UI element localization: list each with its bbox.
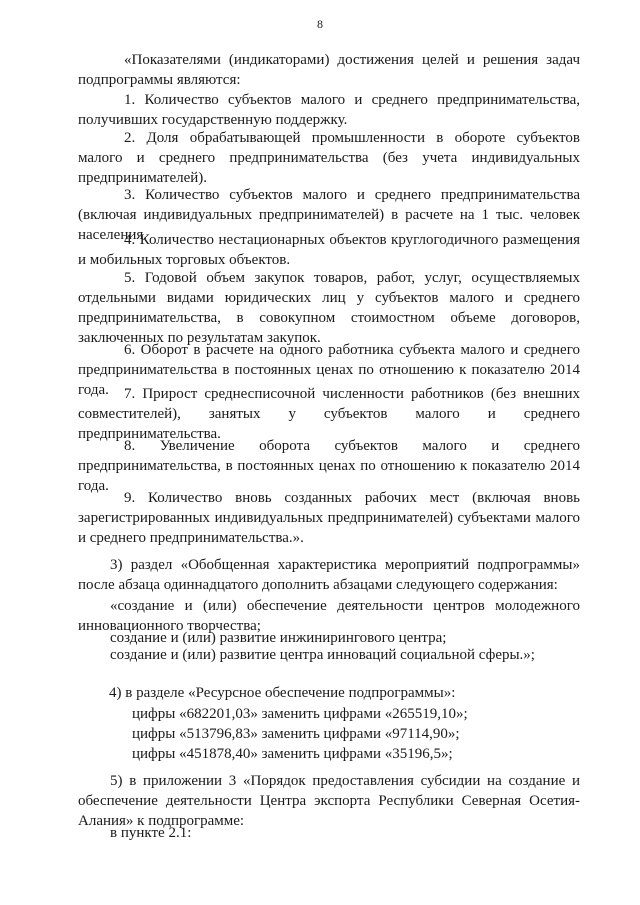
section-5-subpoint: в пункте 2.1:	[110, 825, 192, 841]
section-4-line-3: цифры «451878,40» заменить цифрами «35196,5»;	[132, 746, 453, 762]
indicator-item-3: 3. Количество субъектов малого и среднего предпринимательства (включая индивидуальных предпринимателей) в расчете на 1 тыс. человек населения.	[78, 187, 580, 243]
indicator-item-2: 2. Доля обрабатывающей промышленности в обороте субъектов малого и среднего предпринимательства (без учета индивидуальных предпринимателей).	[78, 130, 580, 186]
section-3-item-2: создание и (или) развитие инжинирингового центра;	[110, 630, 447, 646]
indicator-item-7: 7. Прирост среднесписочной численности работников (без внешних совместителей), занятых у субъектов малого и среднего предпринимательства.	[78, 386, 580, 442]
indicator-item-4: 4. Количество нестационарных объектов круглогодичного размещения и мобильных торговых объектов.	[78, 232, 580, 268]
indicator-item-5: 5. Годовой объем закупок товаров, работ, услуг, осуществляемых отдельными видами юридических лиц у субъектов малого и среднего предпринимательства, в совокупном стоимостном объеме договоров, заключенных по результатам закупок.	[78, 270, 580, 346]
section-5-text: 5) в приложении 3 «Порядок предоставления субсидии на создание и обеспечение деятельности Центра экспорта Республики Северная Осетия-Алания» к подпрограмме:	[78, 773, 580, 829]
section-3-item-1: «создание и (или) обеспечение деятельности центров молодежного инновационного творчества;	[78, 598, 580, 634]
section-3-text: 3) раздел «Обобщенная характеристика мероприятий подпрограммы» после абзаца одиннадцатого дополнить абзацами следующего содержания:	[78, 557, 580, 593]
indicator-item-9: 9. Количество вновь созданных рабочих мест (включая вновь зарегистрированных индивидуальных предпринимателей) субъектами малого и среднего предпринимательства.».	[78, 490, 580, 546]
indicator-item-1: 1. Количество субъектов малого и среднего предпринимательства, получивших государственную поддержку.	[78, 92, 580, 128]
page-number: 8	[317, 17, 323, 31]
section-4-text: 4) в разделе «Ресурсное обеспечение подпрограммы»:	[109, 685, 456, 701]
section-4-line-1: цифры «682201,03» заменить цифрами «265519,10»;	[132, 706, 468, 722]
indicator-item-6: 6. Оборот в расчете на одного работника субъекта малого и среднего предпринимательства в постоянных ценах по отношению к показателю 2014 года.	[78, 342, 580, 398]
indicators-intro: «Показателями (индикаторами) достижения целей и решения задач подпрограммы являются:	[78, 52, 580, 88]
section-3-item-3: создание и (или) развитие центра инноваций социальной сферы.»;	[110, 647, 535, 663]
section-4-line-2: цифры «513796,83» заменить цифрами «97114,90»;	[132, 726, 460, 742]
indicator-item-8: 8. Увеличение оборота субъектов малого и среднего предпринимательства, в постоянных ценах по отношению к показателю 2014 года.	[78, 438, 580, 494]
